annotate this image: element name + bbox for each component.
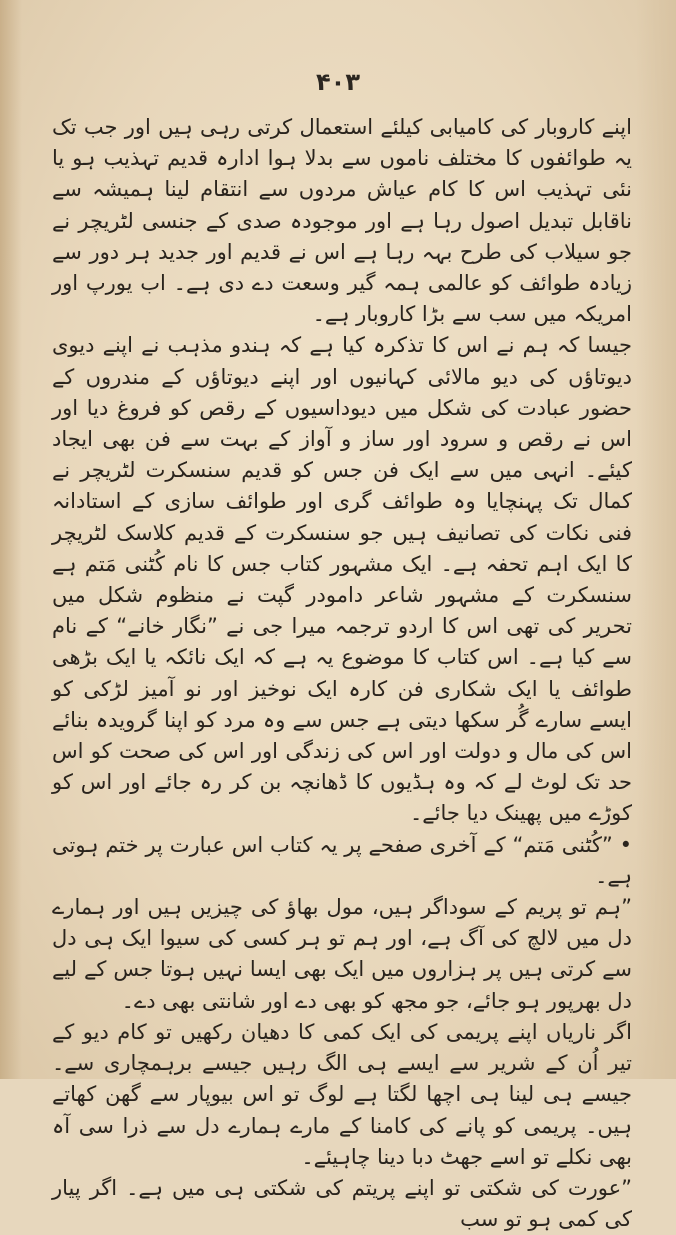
- page-binding-shadow: [0, 0, 22, 1079]
- paragraph-2: جیسا کہ ہم نے اس کا تذکرہ کیا ہے کہ ہندو مذہب نے اپنے دیوی دیوتاؤں کی دیو مالائی کہانیوں اور اپنے دیوتاؤں کے مندروں کے حضور عبادت کی شکل میں دیوداسیوں کے رقص کو فروغ دیا اور اس نے رقص و سرود اور ساز و آواز کے بہت سے فن بھی ایجاد کیئے۔ انہی میں سے ایک فن جس کو قدیم سنسکرت لٹریچر نے کمال تک پہنچایا وہ طوائف گری اور طوائف سازی کے استادانہ فنی نکات کی تصانیف ہیں جو سنسکرت کے قدیم کلاسک لٹریچر کا ایک اہم تحفہ ہے۔ ایک مشہور کتاب جس کا نام کُٹنی مَتم ہے سنسکرت کے مشہور شاعر دامودر گپت نے منظوم شکل میں تحریر کی تھی اس کا اردو ترجمہ میرا جی نے ”نگار خانے“ کے نام سے کیا ہے۔ اس کتاب کا موضوع یہ ہے کہ ایک نائکہ یا ایک بڑھی طوائف یا ایک شکاری فن کارہ ایک نوخیز اور نو آمیز لڑکی کو ایسے سارے گُر سکھا دیتی ہے جس سے وہ مرد کو اپنا گرویدہ بنائے اس کی مال و دولت اور اس کی زندگی اور اس کی صحت کو اس حد تک لوٹ لے کہ وہ ہڈیوں کا ڈھانچہ بن کر رہ جائے اور اس کو کوڑے میں پھینک دیا جائے۔: [52, 333, 632, 826]
- page-body-text: [52, 112, 632, 1235]
- page-number: ۴۰۳: [316, 68, 360, 96]
- page-edge-shadow: [636, 0, 676, 1079]
- paragraph-1: اپنے کاروبار کی کامیابی کیلئے استعمال کرتی رہی ہیں اور جب تک یہ طوائفوں کا مختلف ناموں سے بدلا ہوا ادارہ قدیم تہذیب ہو یا نئی تہذیب اس کا کام عیاش مردوں سے انتقام لینا ہمیشہ سے ناقابل تبدیل اصول رہا ہے اور موجودہ صدی کے جنسی لٹریچر نے جو سیلاب کی طرح بہہ رہا ہے اس نے قدیم اور جدید ہر دور سے زیادہ طوائف کو عالمی ہمہ گیر وسعت دے دی ہے۔ اب یورپ اور امریکہ میں سب سے بڑا کاروبار ہے۔: [52, 115, 632, 327]
- paragraph-3: • ”کُٹنی مَتم“ کے آخری صفحے پر یہ کتاب اس عبارت پر ختم ہوتی ہے۔: [52, 832, 632, 888]
- paragraph-5: اگر ناریاں اپنے پریمی کی ایک کمی کا دھیان رکھیں تو کام دیو کے تیر اُن کے شریر سے ایسے ہی الگ رہیں جیسے برہمچاری سے۔ جیسے ہی لینا ہی اچھا لگتا ہے لوگ تو اس بیوپار سے گھن کھاتے ہیں۔ پریمی کو پانے کی کامنا کے مارے ہمارے دل سے ذرا سی آہ بھی نکلے تو اسے جھٹ دبا دینا چاہیئے۔: [52, 1019, 632, 1169]
- paragraph-6: ”عورت کی شکتی تو اپنے پریتم کی شکتی ہی میں ہے۔ اگر پیار کی کمی ہو تو سب: [52, 1175, 632, 1232]
- paragraph-4: ”ہم تو پریم کے سوداگر ہیں، مول بھاؤ کی چیزیں ہیں اور ہمارے دل میں لالچ کی آگ ہے، اور ہم تو ہر کسی کی سیوا ایک ہی دل سے کرتی ہیں پر ہزاروں میں ایک بھی ایسا نہیں ہوتا جس کے لیے دل بھرپور ہو جائے، جو مجھ کو بھی دے اور شانتی بھی دے۔: [52, 895, 632, 1013]
